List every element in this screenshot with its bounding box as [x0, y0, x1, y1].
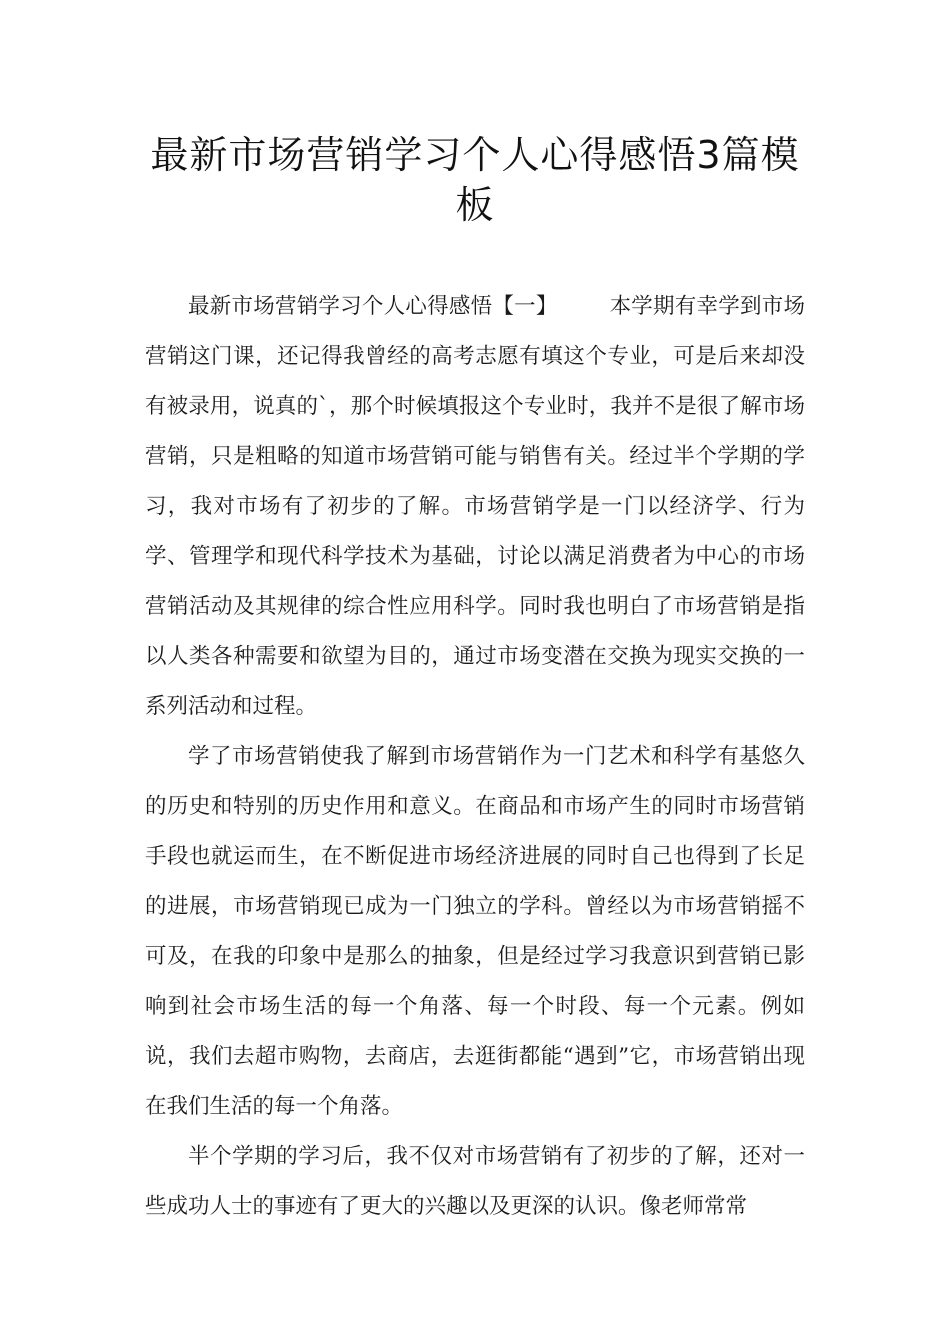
paragraph-2: 学了市场营销使我了解到市场营销作为一门艺术和科学有基悠久的历史和特别的历史作用和意义。在商品和市场产生的同时市场营销手段也就运而生，在不断促进市场经济进展的同时自己也得到了长足的进展，市场营销现已成为一门独立的学科。曾经以为市场营销摇不可及，在我的印象中是那么的抽象，但是经过学习我意识到营销已影响到社会市场生活的每一个角落、每一个时段、每一个元素。例如说，我们去超市购物，去商店，去逛街都能“遇到”它，市场营销出现在我们生活的每一个角落。: [145, 744, 805, 1119]
section-heading: 最新市场营销学习个人心得感悟【一】: [188, 294, 558, 319]
document-title: 最新市场营销学习个人心得感悟3篇模板: [150, 133, 800, 227]
document-body: [145, 282, 805, 1232]
paragraph-1-text: 本学期有幸学到市场营销这门课，还记得我曾经的高考志愿有填这个专业，可是后来却没有被录用，说真的`，那个时候填报这个专业时，我并不是很了解市场营销，只是粗略的知道市场营销可能与销售有关。经过半个学期的学习，我对市场有了初步的了解。市场营销学是一门以经济学、行为学、管理学和现代科学技术为基础，讨论以满足消费者为中心的市场营销活动及其规律的综合性应用科学。同时我也明白了市场营销是指以人类各种需要和欲望为目的，通过市场变潜在交换为现实交换的一系列活动和过程。: [145, 294, 805, 719]
paragraph-3: 半个学期的学习后，我不仅对市场营销有了初步的了解，还对一些成功人士的事迹有了更大的兴趣以及更深的认识。像老师常常: [145, 1144, 805, 1219]
paragraph-1: [145, 282, 805, 732]
